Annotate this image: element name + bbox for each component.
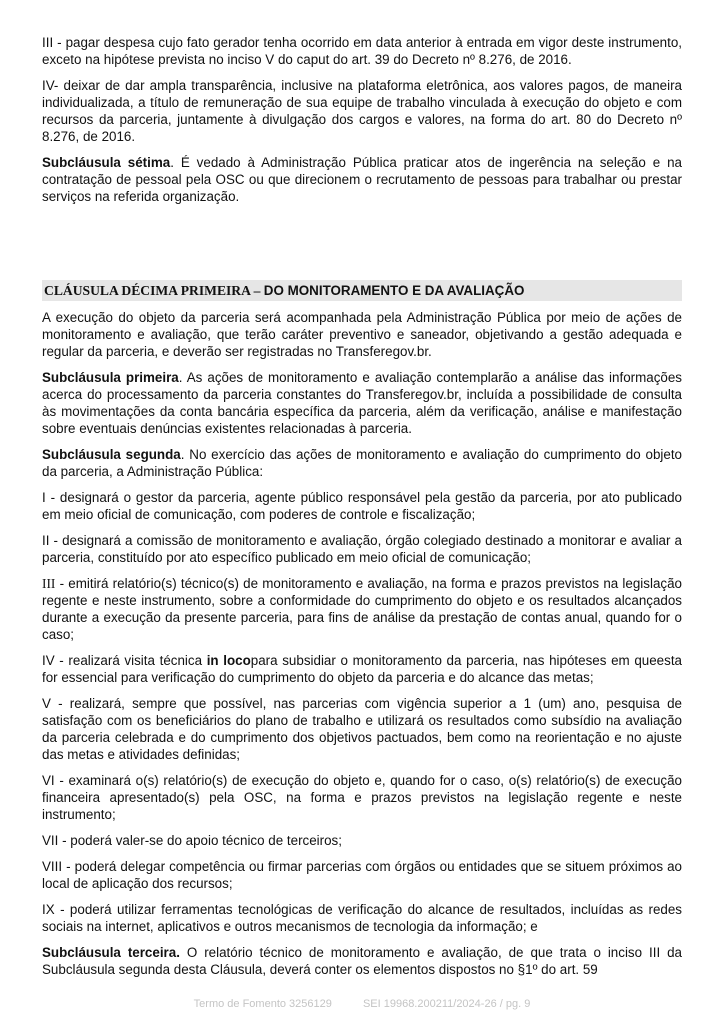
subclause-primeira-text: . As ações de monitoramento e avaliação contemplarão a análise das informações acerca do processamento da parceria constantes do Transferegov.br, incluída a possibilidade de consulta às movimentações da conta bancária específica da parceria, além da verificação, análise e manifestação sobre eventuais denúncias existentes relacionadas à parceria.	[42, 370, 682, 436]
item-i: I - designará o gestor da parceria, agente público responsável pela gestão da parceria, por ato publicado em meio oficial de comunicação, com poderes de controle e fiscalização;	[42, 490, 682, 522]
item-iii	[42, 575, 682, 643]
footer-document-id: Termo de Fomento 3256129	[193, 998, 332, 1010]
item-ii: II - designará a comissão de monitoramento e avaliação, órgão colegiado destinado a monitorar e avaliar a parceria, constituído por ato específico publicado em meio oficial de comunicação;	[42, 533, 682, 565]
subclause-segunda	[42, 446, 682, 480]
subclause-primeira	[42, 369, 682, 437]
section-gap	[42, 214, 682, 280]
footer-sei-page: SEI 19968.200211/2024-26 / pg. 9	[362, 998, 531, 1010]
subclause-terceira	[42, 944, 682, 978]
item-viii: VIII - poderá delegar competência ou firmar parcerias com órgãos ou entidades que se situem próximos ao local de aplicação dos recursos;	[42, 859, 682, 891]
clause-heading-number: CLÁUSULA DÉCIMA PRIMEIRA –	[44, 283, 264, 298]
item-iv-post: para subsidiar o monitoramento da parceria, nas hipóteses em queesta for essencial para verificação do cumprimento do objeto da parceria e do alcance das metas;	[42, 653, 682, 685]
item-iv-pre: IV - realizará visita técnica	[42, 653, 207, 668]
subclause-setima-text: . É vedado à Administração Pública praticar atos de ingerência na seleção e na contratação de pessoal pela OSC ou que direcionem o recrutamento de pessoas para trabalhar ou prestar serviços na referida organização.	[42, 155, 683, 204]
clause-intro: A execução do objeto da parceria será acompanhada pela Administração Pública por meio de ações de monitoramento e avaliação, que terão caráter preventivo e saneador, objetivando a gestão adequada e regular da parceria, e deverão ser registradas no Transferegov.br.	[42, 310, 682, 359]
page-footer	[0, 997, 724, 1011]
document-page	[42, 34, 682, 987]
item-iv	[42, 652, 682, 686]
subclause-segunda-text: . No exercício das ações de monitoramento e avaliação do cumprimento do objeto da parceria, a Administração Pública:	[42, 447, 682, 479]
subclause-setima-label: Subcláusula sétima	[42, 155, 171, 170]
item-v: V - realizará, sempre que possível, nas parcerias com vigência superior a 1 (um) ano, pesquisa de satisfação com os beneficiários do plano de trabalho e utilizará os resultados como subsídio na avaliação da parceria celebrada e do cumprimento dos objetivos pactuados, bem como na reorientação e no ajuste das metas e atividades definidas;	[42, 696, 682, 762]
paragraph-item-iv-transparencia: IV- deixar de dar ampla transparência, inclusive na plataforma eletrônica, aos valores pagos, de maneira individualizada, a título de remuneração de sua equipe de trabalho vinculada à execução do objeto e com recursos da parceria, juntamente à divulgação dos cargos e valores, na forma do art. 80 do Decreto nº 8.276, de 2016.	[42, 78, 682, 144]
item-vii: VII - poderá valer-se do apoio técnico de terceiros;	[42, 833, 342, 848]
subclause-terceira-label: Subcláusula terceira.	[42, 945, 180, 960]
clause-heading	[42, 280, 682, 301]
item-vi: VI - examinará o(s) relatório(s) de execução do objeto e, quando for o caso, o(s) relatório(s) de execução financeira apresentado(s) pela OSC, na forma e prazos previstos na legislação regente e neste instrumento;	[42, 773, 682, 822]
item-iii-text: - emitirá relatório(s) técnico(s) de monitoramento e avaliação, na forma e prazos previstos na legislação regente e neste instrumento, sobre a conformidade do cumprimento do objeto e os resultados alcançados durante a execução da presente parceria, para fins de análise da prestação de contas anual, quando for o caso;	[42, 576, 682, 642]
subclause-primeira-label: Subcláusula primeira	[42, 370, 179, 385]
item-ix: IX - poderá utilizar ferramentas tecnológicas de verificação do alcance de resultados, incluídas as redes sociais na internet, aplicativos e outros mecanismos de tecnologia da informação; e	[42, 902, 682, 934]
clause-heading-title: DO MONITORAMENTO E DA AVALIAÇÃO	[263, 283, 525, 298]
paragraph-item-iii-pagar: III - pagar despesa cujo fato gerador tenha ocorrido em data anterior à entrada em vigor deste instrumento, exceto na hipótese prevista no inciso V do caput do art. 39 do Decreto nº 8.276, de 2016.	[42, 35, 682, 67]
subclause-setima	[42, 154, 682, 205]
subclause-terceira-text: O relatório técnico de monitoramento e avaliação, de que trata o inciso III da Subcláusula segunda desta Cláusula, deverá conter os elementos dispostos no §1º do art. 59	[42, 945, 682, 977]
item-iv-in-loco: in loco	[206, 653, 251, 668]
item-iii-numeral: III	[42, 576, 56, 591]
subclause-segunda-label: Subcláusula segunda	[42, 447, 181, 462]
